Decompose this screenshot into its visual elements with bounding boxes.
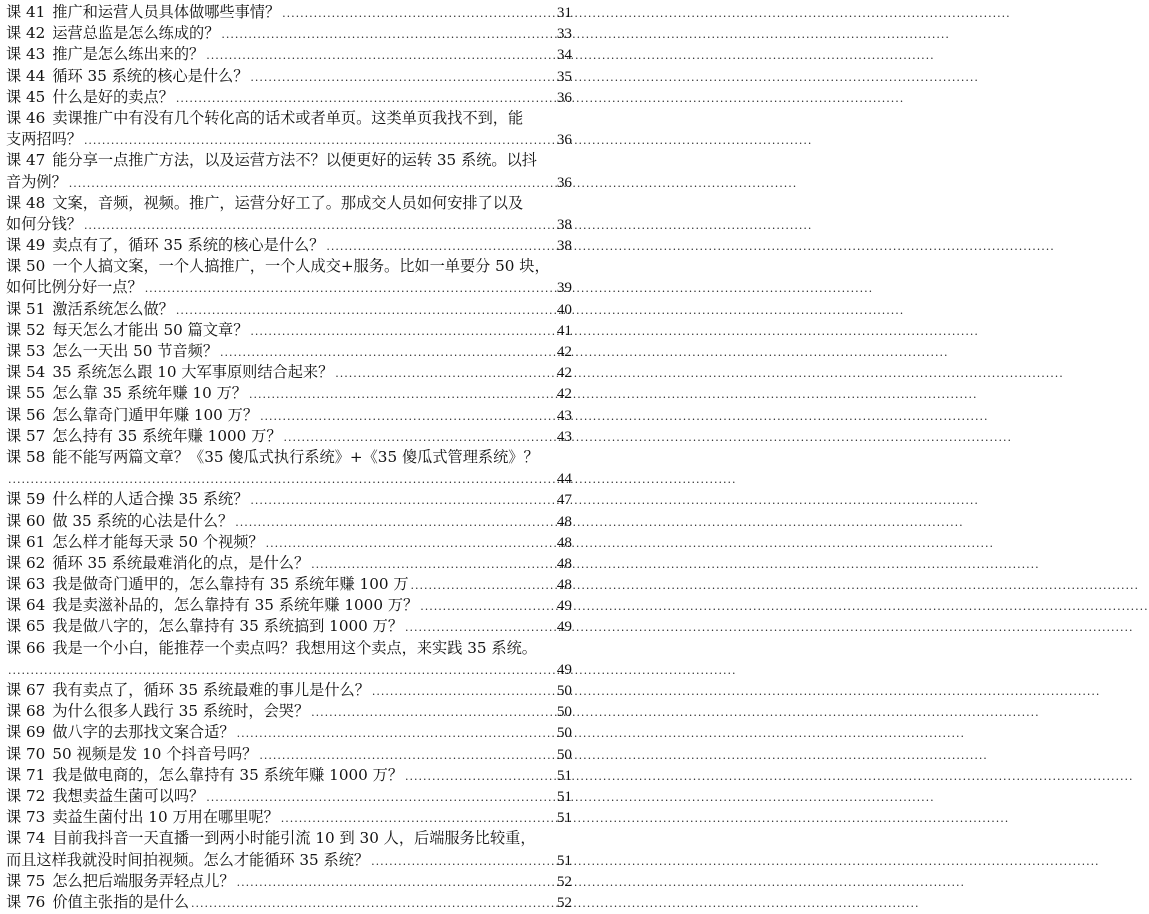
page-number: 36 xyxy=(556,131,572,149)
lesson-title: 我是做八字的，怎么靠持有 35 系统搞到 1000 万？ xyxy=(52,617,404,636)
lesson-number: 课 56 xyxy=(6,405,46,424)
dot-leader xyxy=(8,660,548,681)
lesson-number: 课 74 xyxy=(6,829,46,848)
lesson-number: 课 49 xyxy=(6,236,46,255)
toc-entry[interactable] xyxy=(6,23,572,44)
page-number: 48 xyxy=(556,554,572,572)
lesson-number: 课 63 xyxy=(6,575,46,594)
lesson-number: 课 59 xyxy=(6,490,46,509)
dot-leader xyxy=(176,88,548,109)
lesson-number: 课 57 xyxy=(6,426,46,445)
dot-leader xyxy=(372,681,548,702)
dot-leader xyxy=(249,384,548,405)
lesson-number: 课 53 xyxy=(6,342,46,360)
lesson-number: 课 73 xyxy=(6,808,46,827)
lesson-title: 50 视频是发 10 个抖音号吗？ xyxy=(52,744,258,763)
toc-entry[interactable] xyxy=(6,362,572,383)
toc-entry[interactable] xyxy=(6,150,572,192)
lesson-number: 课 51 xyxy=(6,299,46,318)
lesson-number: 课 44 xyxy=(6,66,46,85)
page-number: 49 xyxy=(556,660,572,678)
lesson-number: 课 42 xyxy=(6,24,46,43)
toc-entry[interactable] xyxy=(6,807,572,828)
dot-leader xyxy=(405,766,548,787)
lesson-number: 课 46 xyxy=(6,108,46,127)
toc-entry[interactable] xyxy=(6,341,572,362)
toc-entry[interactable] xyxy=(6,828,572,870)
page-number: 42 xyxy=(556,385,572,403)
dot-leader xyxy=(281,808,548,829)
lesson-title: 我是做电商的，怎么靠持有 35 系统年赚 1000 万？ xyxy=(52,765,404,784)
lesson-number: 课 48 xyxy=(6,193,46,212)
toc-entry[interactable] xyxy=(6,680,572,701)
lesson-number: 课 65 xyxy=(6,617,46,636)
lesson-title: 目前我抖音一天直播一到两小时能引流 10 到 30 人，后端服务比较重， xyxy=(52,829,536,848)
dot-leader xyxy=(260,406,548,427)
lesson-title: 怎么靠奇门遁甲年赚 100 万？ xyxy=(52,405,259,424)
page-number: 31 xyxy=(556,4,572,21)
toc-entry[interactable] xyxy=(6,595,572,616)
dot-leader xyxy=(8,469,548,490)
lesson-title: 什么是好的卖点？ xyxy=(52,87,174,106)
lesson-title: 推广和运营人员具体做哪些事情？ xyxy=(52,3,281,21)
toc-entry[interactable] xyxy=(6,66,572,87)
lesson-title: 卖益生菌付出 10 万用在哪里呢？ xyxy=(52,808,279,827)
lesson-title: 文案，音频，视频。推广，运营分好工了。那成交人员如何安排了以及 xyxy=(52,193,524,212)
lesson-title: 什么样的人适合操 35 系统？ xyxy=(52,490,249,509)
dot-leader xyxy=(69,173,548,194)
toc-entry[interactable] xyxy=(6,489,572,510)
lesson-title: 我是做奇门遁甲的，怎么靠持有 35 系统年赚 100 万 xyxy=(52,575,409,594)
toc-entry[interactable] xyxy=(6,744,572,765)
dot-leader xyxy=(250,321,548,342)
lesson-title: 怎么样才能每天录 50 个视频？ xyxy=(52,532,264,551)
lesson-number: 课 58 xyxy=(6,447,46,466)
lesson-number: 课 61 xyxy=(6,532,46,551)
lesson-title: 为什么很多人践行 35 系统时，会哭？ xyxy=(52,702,310,721)
dot-leader xyxy=(176,300,548,321)
lesson-number: 课 69 xyxy=(6,723,46,742)
dot-leader xyxy=(326,236,548,257)
toc-entry[interactable] xyxy=(6,616,572,637)
dot-leader xyxy=(371,851,548,872)
lesson-title: 激活系统怎么做？ xyxy=(52,299,174,318)
lesson-title: 我是一个小白，能推荐一个卖点吗？我想用这个卖点，来实践 35 系统。 xyxy=(52,638,537,657)
lesson-title-continued: 音为例？ xyxy=(6,172,67,191)
page-number: 44 xyxy=(556,470,572,488)
dot-leader xyxy=(284,427,548,448)
page-number: 43 xyxy=(556,406,572,424)
toc-entry[interactable] xyxy=(6,426,572,447)
lesson-number: 课 45 xyxy=(6,87,46,106)
toc-entry[interactable] xyxy=(6,765,572,786)
dot-leader xyxy=(259,745,548,766)
toc-entry[interactable] xyxy=(6,256,572,298)
lesson-title: 怎么一天出 50 节音频？ xyxy=(52,342,219,360)
lesson-title: 我有卖点了，循环 35 系统最难的事儿是什么？ xyxy=(52,681,370,699)
lesson-title: 价值主张指的是什么 xyxy=(52,892,190,911)
page-number: 42 xyxy=(556,364,572,382)
toc-entry[interactable] xyxy=(6,87,572,108)
dot-leader xyxy=(266,533,548,554)
toc-entry[interactable] xyxy=(6,574,572,595)
page-number: 48 xyxy=(556,512,572,530)
lesson-title: 我是卖滋补品的，怎么靠持有 35 系统年赚 1000 万？ xyxy=(52,596,419,615)
page-number: 49 xyxy=(556,597,572,615)
toc-entry[interactable] xyxy=(6,553,572,574)
page-number: 41 xyxy=(556,321,572,339)
dot-leader xyxy=(411,575,548,596)
lesson-number: 课 60 xyxy=(6,511,46,530)
page-number: 51 xyxy=(556,851,572,869)
toc-entry[interactable] xyxy=(6,320,572,341)
dot-leader xyxy=(84,130,548,151)
lesson-number: 课 66 xyxy=(6,638,46,657)
lesson-title: 循环 35 系统最难消化的点，是什么？ xyxy=(52,553,310,572)
lesson-title: 每天怎么才能出 50 篇文章？ xyxy=(52,320,249,339)
lesson-number: 课 50 xyxy=(6,257,46,276)
lesson-number: 课 64 xyxy=(6,596,46,615)
lesson-title: 怎么持有 35 系统年赚 1000 万？ xyxy=(52,426,282,445)
lesson-title: 一个人搞文案，一个人搞推广，一个人成交+服务。比如一单要分 50 块， xyxy=(52,257,550,276)
toc-entry[interactable] xyxy=(6,871,572,892)
lesson-number: 课 67 xyxy=(6,681,46,699)
page-number: 51 xyxy=(556,766,572,784)
page-number: 48 xyxy=(556,533,572,551)
toc-entry[interactable] xyxy=(6,638,572,680)
page-number: 38 xyxy=(556,237,572,255)
toc-entry[interactable] xyxy=(6,447,572,489)
dot-leader xyxy=(237,723,548,744)
dot-leader xyxy=(191,893,548,914)
toc-entry[interactable] xyxy=(6,892,572,913)
lesson-title: 我想卖益生菌可以吗？ xyxy=(52,786,205,805)
toc-entry[interactable] xyxy=(6,701,572,722)
lesson-title: 推广是怎么练出来的？ xyxy=(52,45,205,64)
lesson-number: 课 47 xyxy=(6,151,46,170)
toc-entry[interactable] xyxy=(6,108,572,150)
lesson-number: 课 52 xyxy=(6,320,46,339)
lesson-number: 课 72 xyxy=(6,786,46,805)
page-number: 47 xyxy=(556,491,572,509)
dot-leader xyxy=(250,67,548,88)
toc-entry[interactable] xyxy=(6,299,572,320)
toc-entry[interactable] xyxy=(6,722,572,743)
dot-leader xyxy=(220,342,548,363)
lesson-title: 35 系统怎么跟 10 大军事原则结合起来？ xyxy=(52,363,334,382)
page-number: 43 xyxy=(556,427,572,445)
lesson-number: 课 70 xyxy=(6,744,46,763)
lesson-title: 做八字的去那找文案合适？ xyxy=(52,723,235,742)
lesson-title: 怎么靠 35 系统年赚 10 万？ xyxy=(52,384,247,403)
dot-leader xyxy=(237,872,548,893)
page-number: 42 xyxy=(556,343,572,360)
toc-entry[interactable] xyxy=(6,511,572,532)
lesson-title: 怎么把后端服务弄轻点儿？ xyxy=(52,871,235,890)
dot-leader xyxy=(235,512,548,533)
page-number: 50 xyxy=(556,703,572,721)
table-of-contents xyxy=(6,2,572,913)
page-number: 36 xyxy=(556,173,572,191)
page-number: 52 xyxy=(556,893,572,911)
lesson-number: 课 54 xyxy=(6,363,46,382)
toc-entry[interactable] xyxy=(6,405,572,426)
dot-leader xyxy=(206,45,548,66)
lesson-number: 课 68 xyxy=(6,702,46,721)
dot-leader xyxy=(311,554,548,575)
toc-entry[interactable] xyxy=(6,2,572,23)
dot-leader xyxy=(145,278,548,299)
lesson-title-continued: 而且这样我就没时间拍视频。怎么才能循环 35 系统？ xyxy=(6,850,370,869)
page-number: 49 xyxy=(556,618,572,636)
lesson-title: 卖课推广中有没有几个转化高的话术或者单页。这类单页我找不到，能 xyxy=(52,108,524,127)
lesson-title: 能分享一点推广方法，以及运营方法不？以便更好的运转 35 系统。以抖 xyxy=(52,151,537,170)
lesson-number: 课 43 xyxy=(6,45,46,64)
page-number: 34 xyxy=(556,46,572,64)
lesson-number: 课 75 xyxy=(6,871,46,890)
page-number: 35 xyxy=(556,67,572,85)
toc-entry[interactable] xyxy=(6,532,572,553)
lesson-number: 课 55 xyxy=(6,384,46,403)
page-number: 39 xyxy=(556,279,572,297)
dot-leader xyxy=(420,596,548,617)
dot-leader xyxy=(206,787,548,808)
toc-entry[interactable] xyxy=(6,235,572,256)
toc-entry[interactable] xyxy=(6,193,572,235)
dot-leader xyxy=(311,702,548,723)
dot-leader xyxy=(405,617,548,638)
lesson-title-continued: 如何分钱？ xyxy=(6,214,82,233)
page-number: 52 xyxy=(556,872,572,890)
lesson-number: 课 76 xyxy=(6,892,46,911)
lesson-number: 课 62 xyxy=(6,553,46,572)
page-number: 50 xyxy=(556,682,572,699)
dot-leader xyxy=(221,24,548,45)
lesson-title-continued: 如何比例分好一点？ xyxy=(6,278,143,297)
lesson-title: 循环 35 系统的核心是什么？ xyxy=(52,66,249,85)
dot-leader xyxy=(84,215,548,236)
lesson-number: 课 41 xyxy=(6,3,46,21)
page-number: 50 xyxy=(556,724,572,742)
lesson-title-continued: 支两招吗？ xyxy=(6,130,82,149)
page-number: 33 xyxy=(556,25,572,43)
page-number: 51 xyxy=(556,787,572,805)
toc-entry[interactable] xyxy=(6,44,572,65)
lesson-title: 能不能写两篇文章？《35 傻瓜式执行系统》+《35 傻瓜式管理系统》？ xyxy=(52,447,539,466)
page-number: 48 xyxy=(556,576,572,594)
lesson-number: 课 71 xyxy=(6,765,46,784)
dot-leader xyxy=(282,3,548,24)
page-number: 40 xyxy=(556,300,572,318)
dot-leader xyxy=(335,363,548,384)
toc-entry[interactable] xyxy=(6,383,572,404)
toc-entry[interactable] xyxy=(6,786,572,807)
dot-leader xyxy=(250,490,548,511)
page-number: 36 xyxy=(556,88,572,106)
lesson-title: 运营总监是怎么练成的？ xyxy=(52,24,220,43)
page-number: 38 xyxy=(556,215,572,233)
lesson-title: 卖点有了，循环 35 系统的核心是什么？ xyxy=(52,236,325,255)
page-number: 50 xyxy=(556,745,572,763)
lesson-title: 做 35 系统的心法是什么？ xyxy=(52,511,234,530)
page-number: 51 xyxy=(556,809,572,827)
